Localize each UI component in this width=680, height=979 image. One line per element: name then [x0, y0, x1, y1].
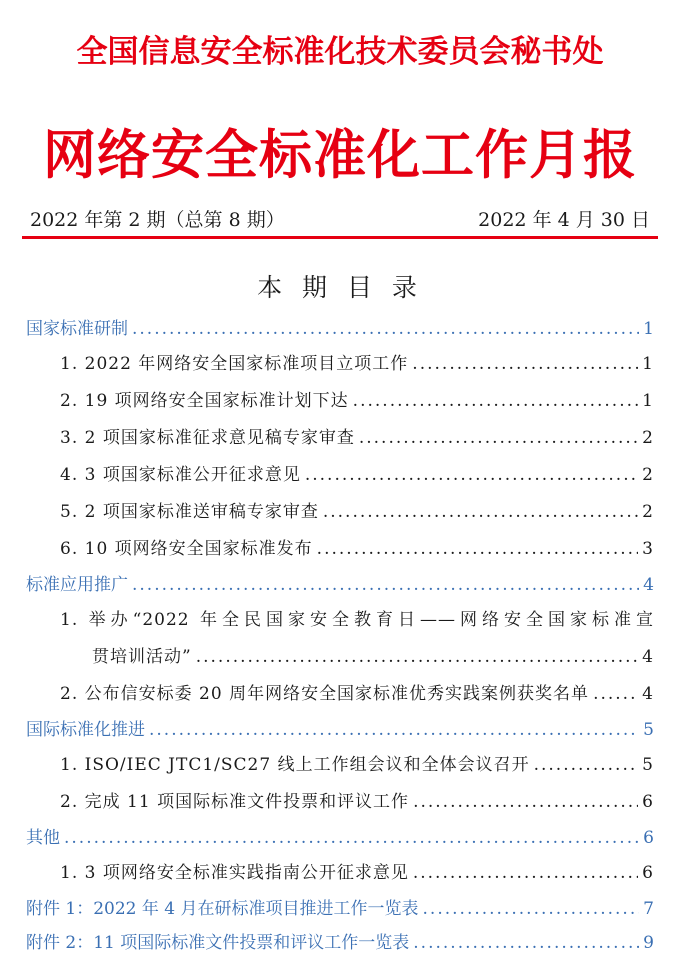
toc-item[interactable]: 1. 3 项网络安全标准实践指南公开征求意见 ..... 6: [26, 855, 654, 892]
table-of-contents: [26, 312, 654, 960]
toc-item[interactable]: 1. ISO/IEC JTC1/SC27 线上工作组会议和全体会议召开 ..... 5: [26, 747, 654, 784]
toc-item[interactable]: 5. 2 项国家标准送审稿专家审查 ..... 2: [26, 494, 654, 531]
issue-info-row: [30, 205, 650, 233]
toc-item[interactable]: 2. 公布信安标委 20 周年网络安全国家标准优秀实践案例获奖名单 ..... 4: [26, 676, 654, 713]
toc-section-standard-promotion[interactable]: 标准应用推广 ..... 4: [26, 568, 654, 602]
leader-dots: [534, 747, 639, 784]
toc-item[interactable]: 1. 举办“2022 年全民国家安全教育日——网络安全国家标准宣 贯培训活动” ..... 4: [26, 602, 654, 676]
toc-section-national-standards[interactable]: 国家标准研制 ..... 1: [26, 312, 654, 346]
toc-item[interactable]: 2. 完成 11 项国际标准文件投票和评议工作 ..... 6: [26, 784, 654, 821]
report-title: 网络安全标准化工作月报: [43, 124, 637, 186]
toc-item[interactable]: 4. 3 项国家标准公开征求意见 ..... 2: [26, 457, 654, 494]
issue-date: 2022 年 4 月 30 日: [478, 209, 650, 231]
toc-attachment-2[interactable]: 附件 2：11 项国际标准文件投票和评议工作一览表 ..... 9: [26, 926, 654, 960]
toc-heading: 本 期 目 录: [257, 273, 423, 302]
leader-dots: [413, 784, 638, 821]
toc-item[interactable]: 6. 10 项网络安全国家标准发布 ..... 3: [26, 531, 654, 568]
leader-dots: [593, 676, 638, 713]
leader-dots: [149, 713, 639, 747]
leader-dots: [413, 855, 638, 892]
toc-item[interactable]: 1. 2022 年网络安全国家标准项目立项工作 ..... 1: [26, 346, 654, 383]
toc-section-international-standards[interactable]: 国际标准化推进 ..... 5: [26, 713, 654, 747]
toc-attachment-1[interactable]: 附件 1：2022 年 4 月在研标准项目推进工作一览表 ..... 7: [26, 892, 654, 926]
toc-item[interactable]: 2. 19 项网络安全国家标准计划下达 ..... 1: [26, 383, 654, 420]
leader-dots: [413, 926, 639, 960]
leader-dots: [412, 346, 638, 383]
leader-dots: [196, 639, 638, 676]
leader-dots: [323, 494, 638, 531]
leader-dots: [359, 420, 638, 457]
leader-dots: [317, 531, 639, 568]
toc-section-other[interactable]: 其他 ..... 6: [26, 821, 654, 855]
leader-dots: [353, 383, 639, 420]
organization-name: 全国信息安全标准化技术委员会秘书处: [76, 34, 604, 70]
leader-dots: [64, 821, 639, 855]
leader-dots: [132, 312, 639, 346]
toc-item[interactable]: 3. 2 项国家标准征求意见稿专家审查 ..... 2: [26, 420, 654, 457]
header-divider: [22, 236, 658, 239]
leader-dots: [305, 457, 638, 494]
leader-dots: [132, 568, 639, 602]
leader-dots: [423, 892, 640, 926]
issue-number: 2022 年第 2 期（总第 8 期）: [30, 209, 285, 231]
